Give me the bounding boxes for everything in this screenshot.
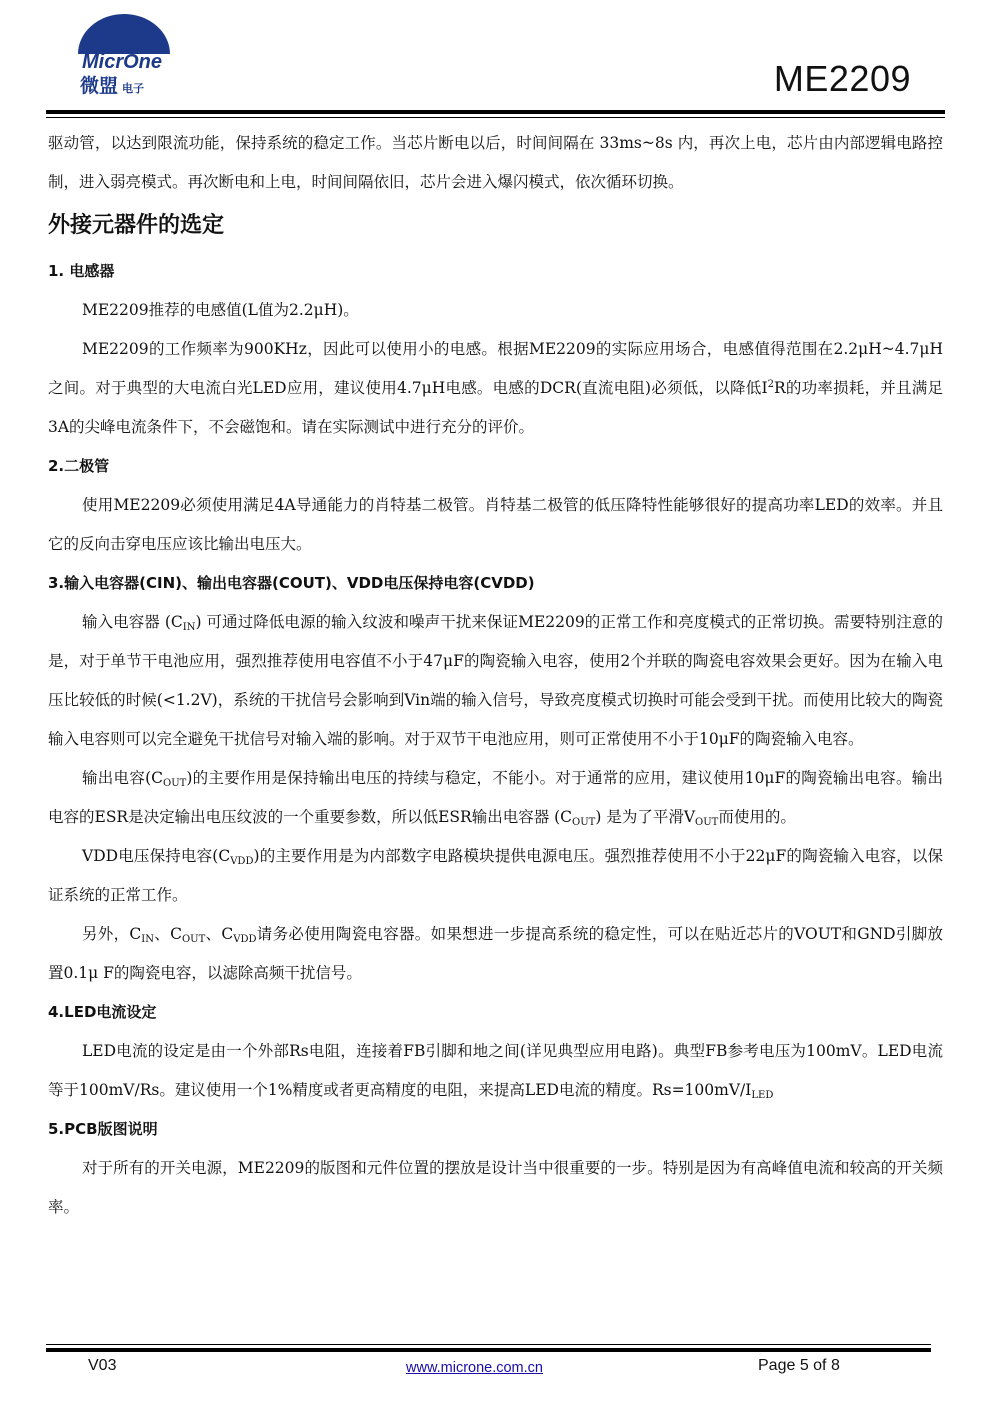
header-rule-thin xyxy=(46,117,945,118)
header-rule-thick xyxy=(46,110,945,114)
text-run: 输出电容(C xyxy=(82,769,164,787)
footer-website-link[interactable]: www.microne.com.cn xyxy=(406,1360,543,1376)
intro-paragraph: 驱动管，以达到限流功能，保持系统的稳定工作。当芯片断电以后，时间间隔在 33ms~8s 内，再次上电，芯片由内部逻辑电路控制，进入弱亮模式。再次断电和上电，时间间隔依旧，芯片会进入爆闪模式，依次循环切换。 xyxy=(48,134,943,191)
heading-capacitors: 3.输入电容器(CIN)、输出电容器(COUT)、VDD电压保持电容(CVDD) xyxy=(48,574,535,592)
text-run: VDD电压保持电容(C xyxy=(82,847,231,865)
text-run: ) 可通过降低电源的输入纹波和噪声干扰来保证ME2209的正常工作和亮度模式的正常切换。需要特别注意的是，对于单节干电池应用，强烈推荐使用电容值不小于47μF的陶瓷输入电容，使用2个并联的陶瓷电容效果会更好。因为在输入电压比较低的时候(<1.2V)，系统的干扰信号会影响到Vin端的输入信号，导致亮度模式切换时可能会受到干扰。而使用比较大的陶瓷输入电容则可以完全避免干扰信号对输入端的影响。对于双节干电池应用，则可正常使用不小于10μF的陶瓷输入电容。 xyxy=(48,613,943,748)
subscript: VDD xyxy=(233,934,257,945)
logo-text-cn: 微盟 xyxy=(80,75,119,97)
company-logo xyxy=(72,8,182,98)
subscript: OUT xyxy=(163,778,187,789)
subscript: VDD xyxy=(230,856,254,867)
heading-pcb: 5.PCB版图说明 xyxy=(48,1120,158,1138)
footer-rule-thick xyxy=(46,1348,931,1352)
heading-led-current: 4.LED电流设定 xyxy=(48,1003,157,1021)
pcb-paragraph: 对于所有的开关电源，ME2209的版图和元件位置的摆放是设计当中很重要的一步。特别是因为有高峰值电流和较高的开关频率。 xyxy=(48,1159,943,1216)
text-run: 输入电容器 (C xyxy=(82,613,183,631)
footer-version: V03 xyxy=(88,1357,117,1374)
inductor-paragraph-1: ME2209推荐的电感值(L值为2.2μH)。 xyxy=(82,301,359,319)
subscript: IN xyxy=(141,934,154,945)
heading-inductor: 1. 电感器 xyxy=(48,262,115,280)
text-run: 而使用的。 xyxy=(718,808,796,826)
cout-paragraph xyxy=(48,759,943,837)
subscript: OUT xyxy=(572,817,596,828)
text-run: 、C xyxy=(153,925,182,943)
subscript: OUT xyxy=(181,934,206,945)
cvdd-paragraph xyxy=(48,837,943,915)
cin-paragraph xyxy=(48,603,943,759)
text-run: )的主要作用是保持输出电压的持续与稳定，不能小。对于通常的应用，建议使用10μF的陶瓷输出电容。输出电容的ESR是决定输出电压纹波的一个重要参数，所以低ESR输出电容器 (C xyxy=(48,769,943,826)
superscript: 2 xyxy=(767,379,774,390)
subscript: IN xyxy=(182,622,196,633)
inductor-paragraph-2 xyxy=(48,330,943,447)
logo-text-en: MicrOne xyxy=(82,51,163,73)
text-run: LED电流的设定是由一个外部Rs电阻，连接着FB引脚和地之间(详见典型应用电路)。典型FB参考电压为100mV。LED电流等于100mV/Rs。建议使用一个1%精度或者更高精度的电阻，来提高LED电流的精度。Rs=100mV/I xyxy=(48,1042,943,1099)
page-content xyxy=(48,124,943,1227)
section-title: 外接元器件的选定 xyxy=(48,212,225,238)
text-run: 请务必使用陶瓷电容器。如果想进一步提高系统的稳定性，可以在贴近芯片的VOUT和GND引脚放置0.1μ F的陶瓷电容，以滤除高频干扰信号。 xyxy=(48,925,943,982)
text-run: ) 是为了平滑V xyxy=(595,808,696,826)
logo-text-cn-small: 电子 xyxy=(122,82,144,95)
ceramic-paragraph xyxy=(48,915,943,993)
led-current-paragraph xyxy=(48,1032,943,1110)
text-run: R的功率损耗，并且满足3A的尖峰电流条件下，不会磁饱和。请在实际测试中进行充分的评价。 xyxy=(48,379,944,436)
text-run: )的主要作用是为内部数字电路模块提供电源电压。强烈推荐使用不小于22μF的陶瓷输入电容，以保证系统的正常工作。 xyxy=(48,847,943,904)
text-run: 、C xyxy=(205,925,234,943)
footer-page-number: Page 5 of 8 xyxy=(758,1357,840,1374)
footer-rule-thin xyxy=(46,1344,931,1345)
text-run: ME2209的工作频率为900KHz，因此可以使用小的电感。根据ME2209的实际应用场合，电感值得范围在2.2μH~4.7μH之间。对于典型的大电流白光LED应用，建议使用4.7μH电感。电感的DCR(直流电阻)必须低，以降低I xyxy=(48,340,943,397)
subscript: LED xyxy=(751,1090,774,1101)
text-run: 另外，C xyxy=(82,925,142,943)
diode-paragraph: 使用ME2209必须使用满足4A导通能力的肖特基二极管。肖特基二极管的低压降特性能够很好的提高功率LED的效率。并且它的反向击穿电压应该比输出电压大。 xyxy=(48,496,943,553)
subscript: OUT xyxy=(695,817,719,828)
document-id: ME2209 xyxy=(773,58,911,99)
heading-diode: 2.二极管 xyxy=(48,457,110,475)
